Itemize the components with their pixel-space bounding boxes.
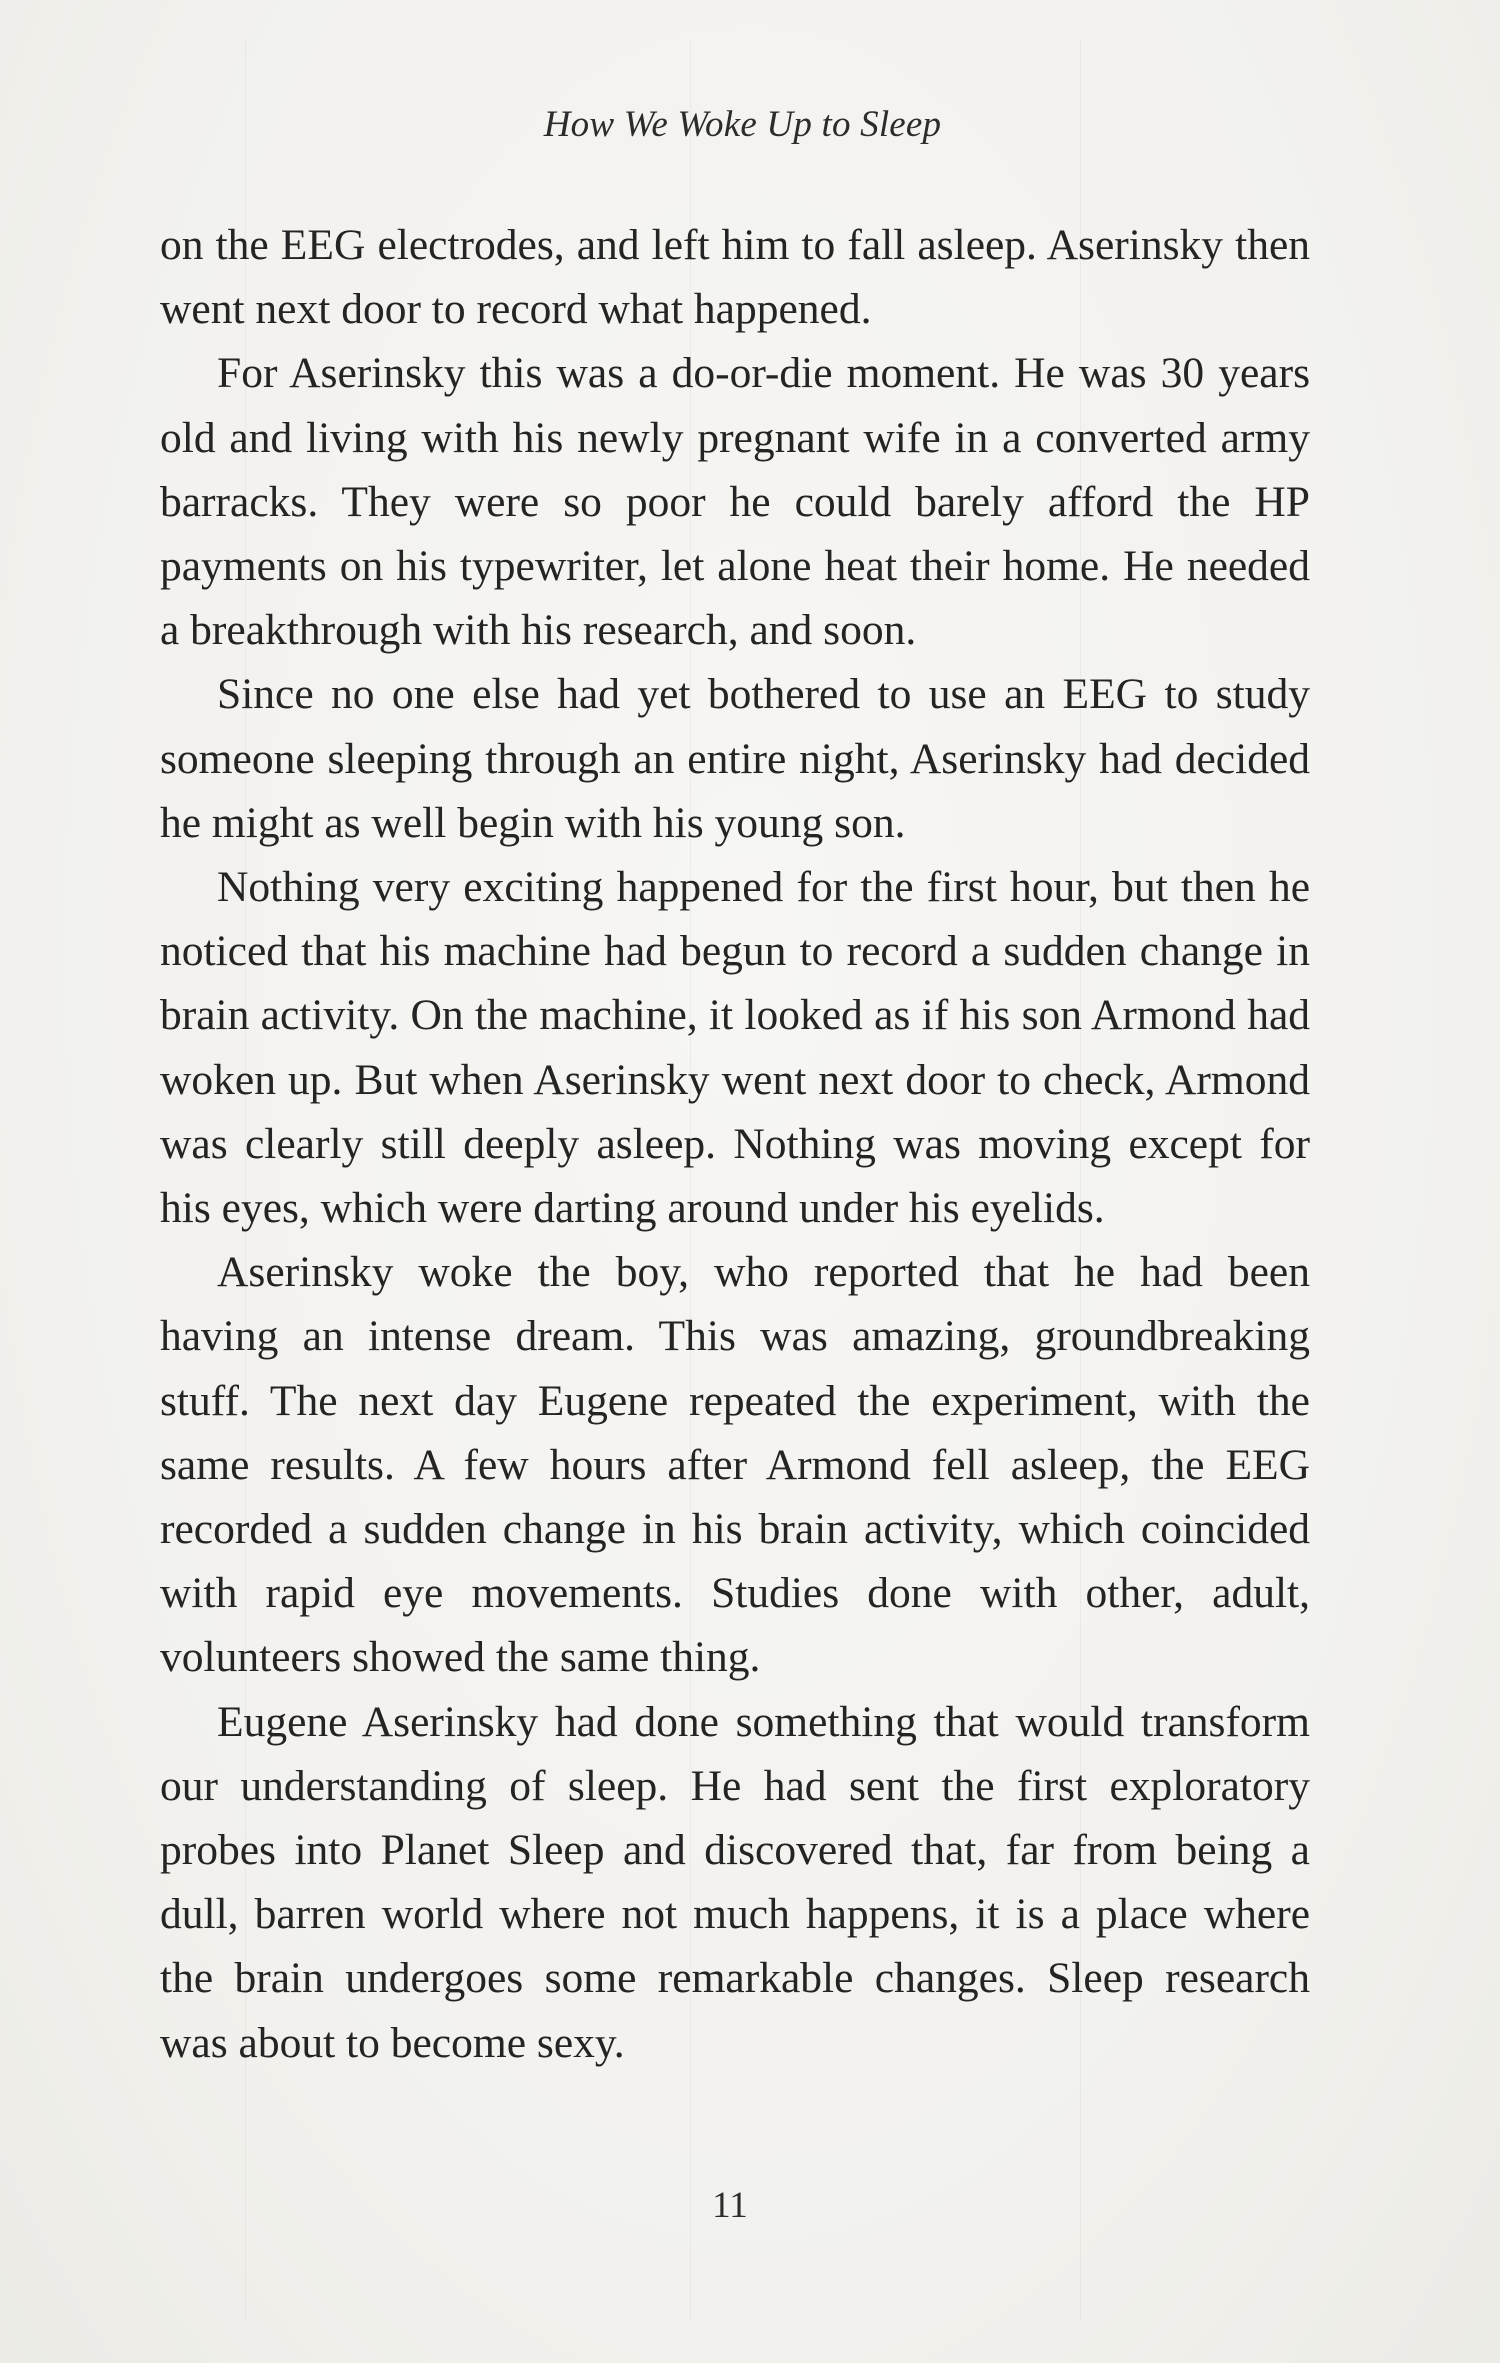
paragraph-6: Eugene Aserinsky had done something that would transform our understanding of sleep. He had sent the first exploratory probes into Planet Sleep and discovered that, far from being a dull, barren world where not much happens, it is a place where the brain undergoes some remarkable changes. Sleep research was about to become sexy. (160, 1697, 1310, 2067)
running-head: How We Woke Up to Sleep (543, 104, 942, 145)
paragraph-5: Aserinsky woke the boy, who reported that he had been having an intense dream. This was amazing, groundbreaking stuff. The next day Eugene repeated the experiment, with the same results. A few hours after Armond fell asleep, the EEG recorded a sudden change in his brain activity, which coincided with rapid eye movements. Studies done with other, adult, volunteers showed the same thing. (160, 1248, 1310, 1682)
paragraph-3: Since no one else had yet bothered to use an EEG to study someone sleeping through an entire night, Aserinsky had decided he might as well begin with his young son. (160, 670, 1310, 847)
paragraph-2: For Aserinsky this was a do-or-die moment. He was 30 years old and living with his newly pregnant wife in a converted army barracks. They were so poor he could barely afford the HP payments on his typewriter, let alone heat their home. He needed a breakthrough with his research, and soon. (160, 349, 1310, 655)
body-text (160, 213, 1310, 2075)
paragraph-4: Nothing very exciting happened for the first hour, but then he noticed that his machine had begun to record a sudden change in brain activity. On the machine, it looked as if his son Armond had woken up. But when Aserinsky went next door to check, Armond was clearly still deeply asleep. Nothing was moving except for his eyes, which were darting around under his eyelids. (160, 863, 1310, 1233)
paragraph-1: on the EEG electrodes, and left him to fall asleep. Aserinsky then went next door to record what happened. (160, 221, 1310, 334)
page-number: 11 (712, 2185, 748, 2226)
